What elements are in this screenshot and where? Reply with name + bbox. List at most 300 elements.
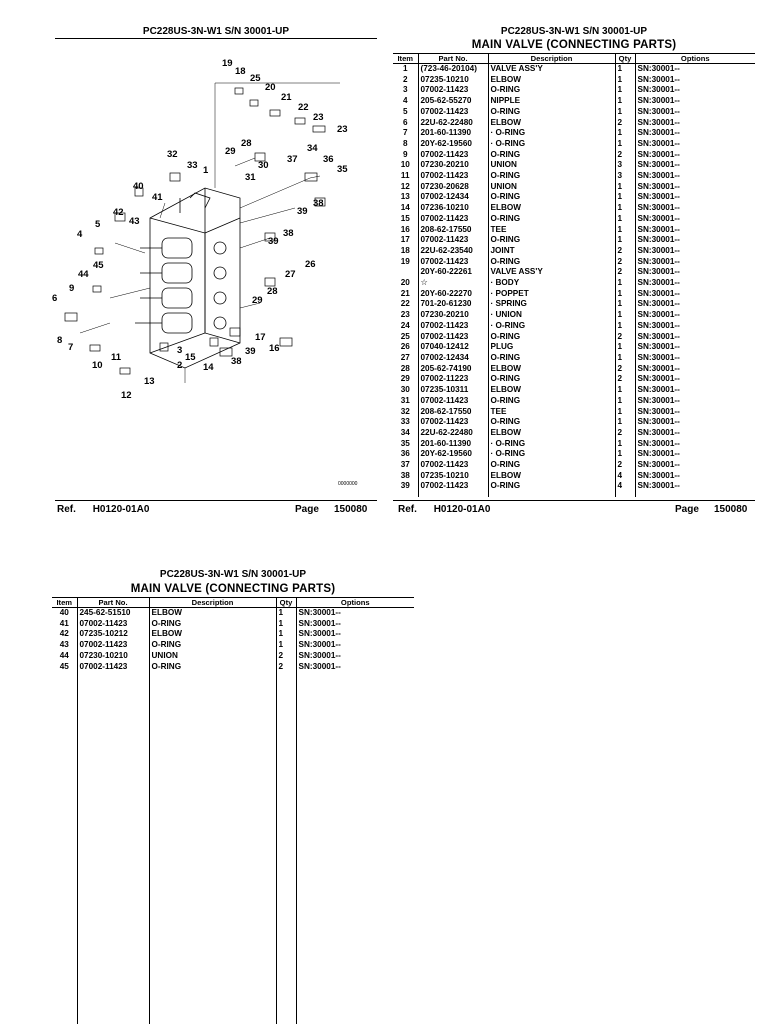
description-cell: ELBOW [488,385,615,396]
table-row [52,629,414,640]
part-number-cell: 07002-11423 [418,214,488,225]
item-cell: 11 [400,171,410,181]
part-number-cell: 07235-10210 [418,75,488,86]
callout-35: 35 [337,164,348,175]
description-cell: O-RING [488,214,615,225]
description-cell: ELBOW [149,608,276,619]
part-number-cell: 201-60-11390 [418,439,488,450]
callout-37: 37 [287,154,298,165]
options-cell: SN:30001-- [635,214,755,225]
column-header: Qty [615,54,635,64]
qty-cell: 1 [276,619,296,630]
item-cell: 5 [402,106,408,116]
item-cell: 45 [59,661,69,671]
description-cell: ELBOW [488,75,615,86]
page-number: 150080 [714,504,748,515]
part-number-cell: 07002-11423 [418,481,488,492]
qty-cell: 1 [615,407,635,418]
options-cell: SN:30001-- [635,96,755,107]
description-cell: · O-RING [488,128,615,139]
empty-cell [296,672,414,1024]
description-cell: O-RING [488,417,615,428]
part-number-cell: 205-62-55270 [418,96,488,107]
item-cell: 32 [400,406,410,416]
item-cell: 39 [400,481,410,491]
part-number-cell: 07002-11423 [418,150,488,161]
description-cell: O-RING [488,171,615,182]
table-row [393,417,755,428]
table-row [52,619,414,630]
table-filler-row [393,492,755,497]
table-row [52,662,414,673]
qty-cell: 2 [276,651,296,662]
qty-cell: 1 [276,629,296,640]
part-number-cell: 20Y-60-22270 [418,289,488,300]
callout-40: 40 [133,181,144,192]
qty-cell: 1 [615,396,635,407]
item-cell: 35 [400,438,410,448]
description-cell: UNION [488,160,615,171]
page-label: Page [675,504,699,515]
table-row [393,310,755,321]
callout-23: 23 [313,112,324,123]
table-row [393,460,755,471]
callout-26: 26 [305,259,316,270]
options-cell: SN:30001-- [296,608,414,619]
part-number-cell: 701-20-61230 [418,299,488,310]
callout-17: 17 [255,332,266,343]
part-number-cell: 07002-11423 [418,332,488,343]
item-cell: 8 [402,138,408,148]
column-header: Description [149,598,276,608]
description-cell: NIPPLE [488,96,615,107]
column-header: Description [488,54,615,64]
qty-cell: 1 [615,342,635,353]
part-number-cell: 07002-11423 [418,321,488,332]
part-number-cell: 07002-11423 [418,171,488,182]
qty-cell: 2 [615,267,635,278]
callout-16: 16 [269,343,280,354]
column-header: Options [635,54,755,64]
table-row [393,118,755,129]
qty-cell: 2 [615,257,635,268]
description-cell: TEE [488,407,615,418]
item-cell: 20 [400,278,410,288]
options-cell: SN:30001-- [635,267,755,278]
part-number-cell: 201-60-11390 [418,128,488,139]
callout-3: 3 [177,345,183,356]
description-cell: · POPPET [488,289,615,300]
empty-cell [635,492,755,497]
item-cell: 1 [402,64,408,73]
table-row [393,107,755,118]
table-row [393,139,755,150]
description-cell: · BODY [488,278,615,289]
item-cell: 15 [400,213,410,223]
description-cell: ELBOW [488,428,615,439]
qty-cell: 1 [615,192,635,203]
item-cell: 42 [59,629,69,639]
description-cell: JOINT [488,246,615,257]
description-cell: ELBOW [149,629,276,640]
callout-32: 32 [167,149,178,160]
callout-33: 33 [187,160,198,171]
options-cell: SN:30001-- [635,299,755,310]
qty-cell: 4 [615,471,635,482]
part-number-cell: 07230-20210 [418,310,488,321]
part-number-cell: 07230-20628 [418,182,488,193]
options-cell: SN:30001-- [635,310,755,321]
part-number-cell: 07002-11423 [77,640,149,651]
empty-cell [52,672,77,1024]
table-row [393,332,755,343]
part-number-cell: 07002-11423 [418,460,488,471]
empty-cell [77,672,149,1024]
item-cell: 27 [400,352,410,362]
empty-cell [149,672,276,1024]
part-number-cell: 245-62-51510 [77,608,149,619]
part-number-cell: 20Y-62-19560 [418,139,488,150]
callout-31: 31 [245,172,256,183]
qty-cell: 2 [615,460,635,471]
qty-cell: 1 [615,289,635,300]
table-row [393,267,755,278]
callout-39: 39 [297,206,308,217]
item-cell: 38 [400,470,410,480]
table-row [393,289,755,300]
part-number-cell: 07002-11223 [418,374,488,385]
part-number-cell: 22U-62-23540 [418,246,488,257]
table-row [393,96,755,107]
part-number-cell: (723-46-20104) [418,64,488,75]
item-cell: 43 [59,640,69,650]
table-row [52,640,414,651]
options-cell: SN:30001-- [635,439,755,450]
options-cell: SN:30001-- [635,85,755,96]
callout-38: 38 [313,198,324,209]
page3-title: MAIN VALVE (CONNECTING PARTS) [130,583,336,595]
item-cell: 2 [402,74,408,84]
item-cell: 4 [402,96,408,106]
page1-header-rule [55,38,377,39]
qty-cell: 1 [615,75,635,86]
options-cell: SN:30001-- [296,619,414,630]
qty-cell: 2 [615,332,635,343]
options-cell: SN:30001-- [635,128,755,139]
part-number-cell: 07002-11423 [418,396,488,407]
callout-23b: 23 [337,124,348,135]
table-row [393,428,755,439]
options-cell: SN:30001-- [635,449,755,460]
qty-cell: 1 [615,417,635,428]
description-cell: · UNION [488,310,615,321]
column-header: Item [393,54,418,64]
ref-label: Ref. [398,504,417,515]
qty-cell: 2 [615,150,635,161]
callout-4: 4 [77,229,83,240]
description-cell: O-RING [488,150,615,161]
description-cell: ELBOW [488,118,615,129]
table-row [393,481,755,492]
description-cell: · SPRING [488,299,615,310]
qty-cell: 1 [615,107,635,118]
callout-15: 15 [185,352,196,363]
description-cell: O-RING [488,353,615,364]
callout-21: 21 [281,92,292,103]
column-header: Options [296,598,414,608]
item-cell: 7 [402,128,408,138]
description-cell: ELBOW [488,203,615,214]
options-cell: SN:30001-- [635,235,755,246]
figure-code: 0000000 [338,481,358,487]
item-cell: 29 [400,374,410,384]
item-cell: 25 [400,331,410,341]
callout-7: 7 [68,342,74,353]
table-row [393,342,755,353]
options-cell: SN:30001-- [635,289,755,300]
page1-header: PC228US-3N-W1 S/N 30001-UP [142,26,290,37]
callout-30: 30 [258,160,269,171]
table-row [393,171,755,182]
options-cell: SN:30001-- [635,75,755,86]
callout-19: 19 [222,58,233,69]
callout-39c: 39 [245,346,256,357]
description-cell: · O-RING [488,439,615,450]
table-row [393,85,755,96]
item-cell: 13 [400,192,410,202]
callout-28b: 28 [267,286,278,297]
callout-29: 29 [225,146,236,157]
callout-10: 10 [92,360,103,371]
exploded-valve-diagram [52,48,380,493]
item-cell: 31 [400,395,410,405]
qty-cell: 1 [615,139,635,150]
options-cell: SN:30001-- [635,374,755,385]
item-cell: 16 [400,224,410,234]
page2-footer-rule [393,500,755,501]
options-cell: SN:30001-- [635,407,755,418]
options-cell: SN:30001-- [635,64,755,75]
options-cell: SN:30001-- [635,171,755,182]
qty-cell: 2 [276,662,296,673]
qty-cell: 2 [615,428,635,439]
options-cell: SN:30001-- [635,417,755,428]
description-cell: O-RING [488,374,615,385]
table-row [393,257,755,268]
qty-cell: 1 [615,96,635,107]
description-cell: UNION [488,182,615,193]
part-number-cell: 07002-11423 [418,107,488,118]
callout-2: 2 [177,360,183,371]
callout-29b: 29 [252,295,263,306]
description-cell: O-RING [149,640,276,651]
options-cell: SN:30001-- [635,460,755,471]
column-header: Item [52,598,77,608]
table-row [393,128,755,139]
part-number-cell: 208-62-17550 [418,225,488,236]
main-valve-body [135,188,240,368]
description-cell: · O-RING [488,139,615,150]
ref-code: H0120-01A0 [92,504,150,515]
item-cell: 36 [400,449,410,459]
qty-cell: 2 [615,374,635,385]
callout-11: 11 [111,352,122,363]
item-cell: 24 [400,320,410,330]
part-number-cell: 20Y-62-19560 [418,449,488,460]
part-number-cell: 07230-20210 [418,160,488,171]
description-cell: O-RING [488,332,615,343]
options-cell: SN:30001-- [635,203,755,214]
description-cell: ELBOW [488,471,615,482]
qty-cell: 1 [615,182,635,193]
options-cell: SN:30001-- [635,481,755,492]
callout-13: 13 [144,376,155,387]
table-row [52,608,414,619]
part-number-cell: 07002-11423 [418,417,488,428]
part-number-cell: 07002-11423 [418,235,488,246]
page2-footer [398,504,755,515]
page1-footer-rule [55,500,377,501]
part-number-cell: 07002-11423 [77,662,149,673]
ref-label: Ref. [57,504,76,515]
options-cell: SN:30001-- [296,629,414,640]
qty-cell: 2 [615,364,635,375]
part-number-cell: 07230-10210 [77,651,149,662]
table-row [393,385,755,396]
table-row [393,449,755,460]
part-number-cell: 07002-12434 [418,192,488,203]
qty-cell: 1 [615,278,635,289]
options-cell: SN:30001-- [635,182,755,193]
part-number-cell: 22U-62-22480 [418,118,488,129]
qty-cell: 1 [615,321,635,332]
callout-22: 22 [298,102,309,113]
table-row [393,396,755,407]
item-cell: 44 [59,650,69,660]
qty-cell: 2 [615,246,635,257]
description-cell: TEE [488,225,615,236]
callout-39b: 39 [268,236,279,247]
table-row [393,299,755,310]
qty-cell: 1 [615,299,635,310]
table-row [393,374,755,385]
table-row [393,64,755,75]
ref-code: H0120-01A0 [433,504,491,515]
part-number-cell: 07235-10210 [418,471,488,482]
qty-cell: 1 [615,64,635,75]
empty-cell [488,492,615,497]
description-cell: O-RING [488,460,615,471]
parts-table-2 [52,598,414,1024]
callout-25: 25 [250,73,261,84]
qty-cell: 4 [615,481,635,492]
description-cell: VALVE ASS'Y [488,267,615,278]
options-cell: SN:30001-- [635,107,755,118]
part-number-cell: 07002-11423 [418,257,488,268]
callout-27: 27 [285,269,296,280]
item-cell: 10 [400,160,410,170]
qty-cell: 1 [615,85,635,96]
item-cell: 21 [400,288,410,298]
options-cell: SN:30001-- [635,160,755,171]
qty-cell: 1 [615,225,635,236]
item-cell: 14 [400,203,410,213]
callout-12: 12 [121,390,132,401]
item-cell [393,267,418,278]
item-cell: 26 [400,342,410,352]
options-cell: SN:30001-- [635,428,755,439]
table-filler-row [52,672,414,1024]
description-cell: ELBOW [488,364,615,375]
qty-cell: 1 [615,439,635,450]
qty-cell: 3 [615,160,635,171]
item-cell: 17 [400,235,410,245]
page2-header: PC228US-3N-W1 S/N 30001-UP [500,26,648,37]
qty-cell: 1 [615,214,635,225]
part-number-cell: 07002-11423 [77,619,149,630]
callout-36: 36 [323,154,334,165]
column-header: Part No. [77,598,149,608]
item-cell: 33 [400,417,410,427]
table-row [393,407,755,418]
qty-cell: 1 [615,449,635,460]
description-cell: O-RING [488,192,615,203]
page3-header: PC228US-3N-W1 S/N 30001-UP [159,569,307,580]
description-cell: O-RING [488,481,615,492]
options-cell: SN:30001-- [635,139,755,150]
parts-table-1 [393,54,755,497]
page2-title: MAIN VALVE (CONNECTING PARTS) [471,39,677,51]
callout-9: 9 [69,283,75,294]
table-row [393,192,755,203]
table-row [393,182,755,193]
options-cell: SN:30001-- [635,192,755,203]
table-row [393,150,755,161]
empty-cell [615,492,635,497]
options-cell: SN:30001-- [635,257,755,268]
callout-1: 1 [203,165,209,176]
description-cell: O-RING [488,107,615,118]
table-row [52,651,414,662]
callout-5: 5 [95,219,101,230]
empty-cell [418,492,488,497]
empty-cell [276,672,296,1024]
table-row [393,321,755,332]
description-cell: · O-RING [488,449,615,460]
options-cell: SN:30001-- [635,150,755,161]
options-cell: SN:30001-- [635,342,755,353]
part-number-cell: 07236-10210 [418,203,488,214]
item-cell: 30 [400,385,410,395]
callout-41: 41 [152,192,163,203]
callout-18: 18 [235,66,246,77]
item-cell: 40 [59,608,69,617]
options-cell: SN:30001-- [635,471,755,482]
table-row [393,364,755,375]
table-row [393,278,755,289]
table-row [393,439,755,450]
description-cell: O-RING [488,257,615,268]
options-cell: SN:30001-- [296,651,414,662]
qty-cell: 1 [615,385,635,396]
page1-footer [57,504,377,515]
options-cell: SN:30001-- [635,396,755,407]
options-cell: SN:30001-- [635,385,755,396]
empty-cell [393,492,418,497]
callout-45: 45 [93,260,104,271]
callout-6: 6 [52,293,58,304]
item-cell: 18 [400,245,410,255]
